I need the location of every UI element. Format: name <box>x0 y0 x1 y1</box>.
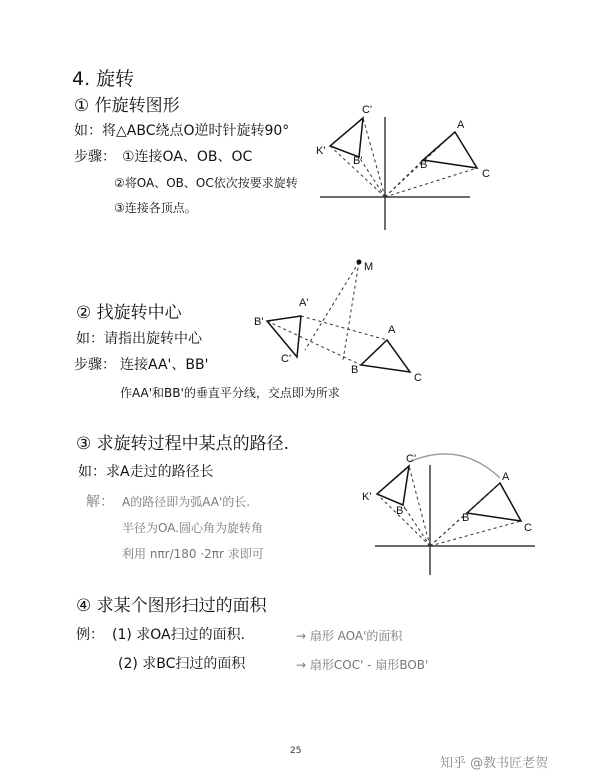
fig3-label-k: K' <box>362 491 372 503</box>
fig2-label-m: M <box>364 261 374 273</box>
part2-heading: ② 找旋转中心 <box>76 303 182 323</box>
page-number: 25 <box>290 746 302 756</box>
fig3-label-c: C <box>524 522 532 534</box>
fig1-label-c1: C' <box>362 104 373 116</box>
part3-solution-line1: A的路径即为弧AA'的长. <box>122 495 251 509</box>
fig1-label-k: K' <box>316 145 326 157</box>
part1-step1: ①连接OA、OB、OC <box>122 149 253 165</box>
part2-step2: 作AA'和BB'的垂直平分线，交点即为所求 <box>120 386 340 400</box>
fig2-label-b: B <box>351 364 359 376</box>
fig2-label-c: C <box>414 372 422 384</box>
fig1-label-b1: B' <box>353 155 363 167</box>
part3-solution-label: 解： <box>86 494 114 510</box>
fig2-label-b1: B' <box>254 316 264 328</box>
section-title: 4. 旋转 <box>72 68 135 90</box>
fig1-label-a: A <box>457 119 465 131</box>
part1-heading: ① 作旋转图形 <box>74 96 180 116</box>
part3-solution-line2: 半径为OA.圆心角为旋转角 <box>122 521 264 535</box>
part3-solution-line3: 利用 nπr/180 ·2πr 求即可 <box>122 547 264 561</box>
part3-heading: ③ 求旋转过程中某点的路径. <box>76 434 290 454</box>
fig3-label-c1: C' <box>406 453 417 465</box>
part1-step2: ②将OA、OB、OC依次按要求旋转 <box>114 176 298 190</box>
fig1-label-b: B <box>420 159 428 171</box>
part4-answer2: → 扇形COC' - 扇形BOB' <box>296 658 429 672</box>
fig3-label-b: B <box>462 512 470 524</box>
part1-step3: ③连接各顶点。 <box>114 201 197 215</box>
part2-steps-label: 步骤： <box>74 357 116 373</box>
part4-example-label: 例： <box>76 627 104 643</box>
fig2-label-a1: A' <box>299 297 309 309</box>
fig3-arc-path <box>409 454 500 478</box>
fig3-label-a: A <box>502 471 510 483</box>
watermark: 知乎 @教书匠老贺 <box>440 756 549 771</box>
part1-steps-label: 步骤： <box>74 149 116 165</box>
fig2-label-a: A <box>388 324 396 336</box>
fig3-label-b1: B' <box>396 505 406 517</box>
part2-step1: 连接AA'、BB' <box>120 357 209 373</box>
part3-example: 如：求A走过的路径长 <box>78 464 214 480</box>
part4-answer1: → 扇形 AOA'的面积 <box>296 629 403 643</box>
fig2-label-c1: C' <box>281 353 292 365</box>
fig1-label-c: C <box>482 168 490 180</box>
part4-heading: ④ 求某个图形扫过的面积 <box>76 596 267 616</box>
part1-example: 如：将△ABC绕点O逆时针旋转90° <box>74 123 290 139</box>
part4-question2: (2) 求BC扫过的面积 <box>118 656 246 672</box>
part2-example: 如：请指出旋转中心 <box>76 331 202 347</box>
part4-question1: (1) 求OA扫过的面积. <box>112 627 246 643</box>
